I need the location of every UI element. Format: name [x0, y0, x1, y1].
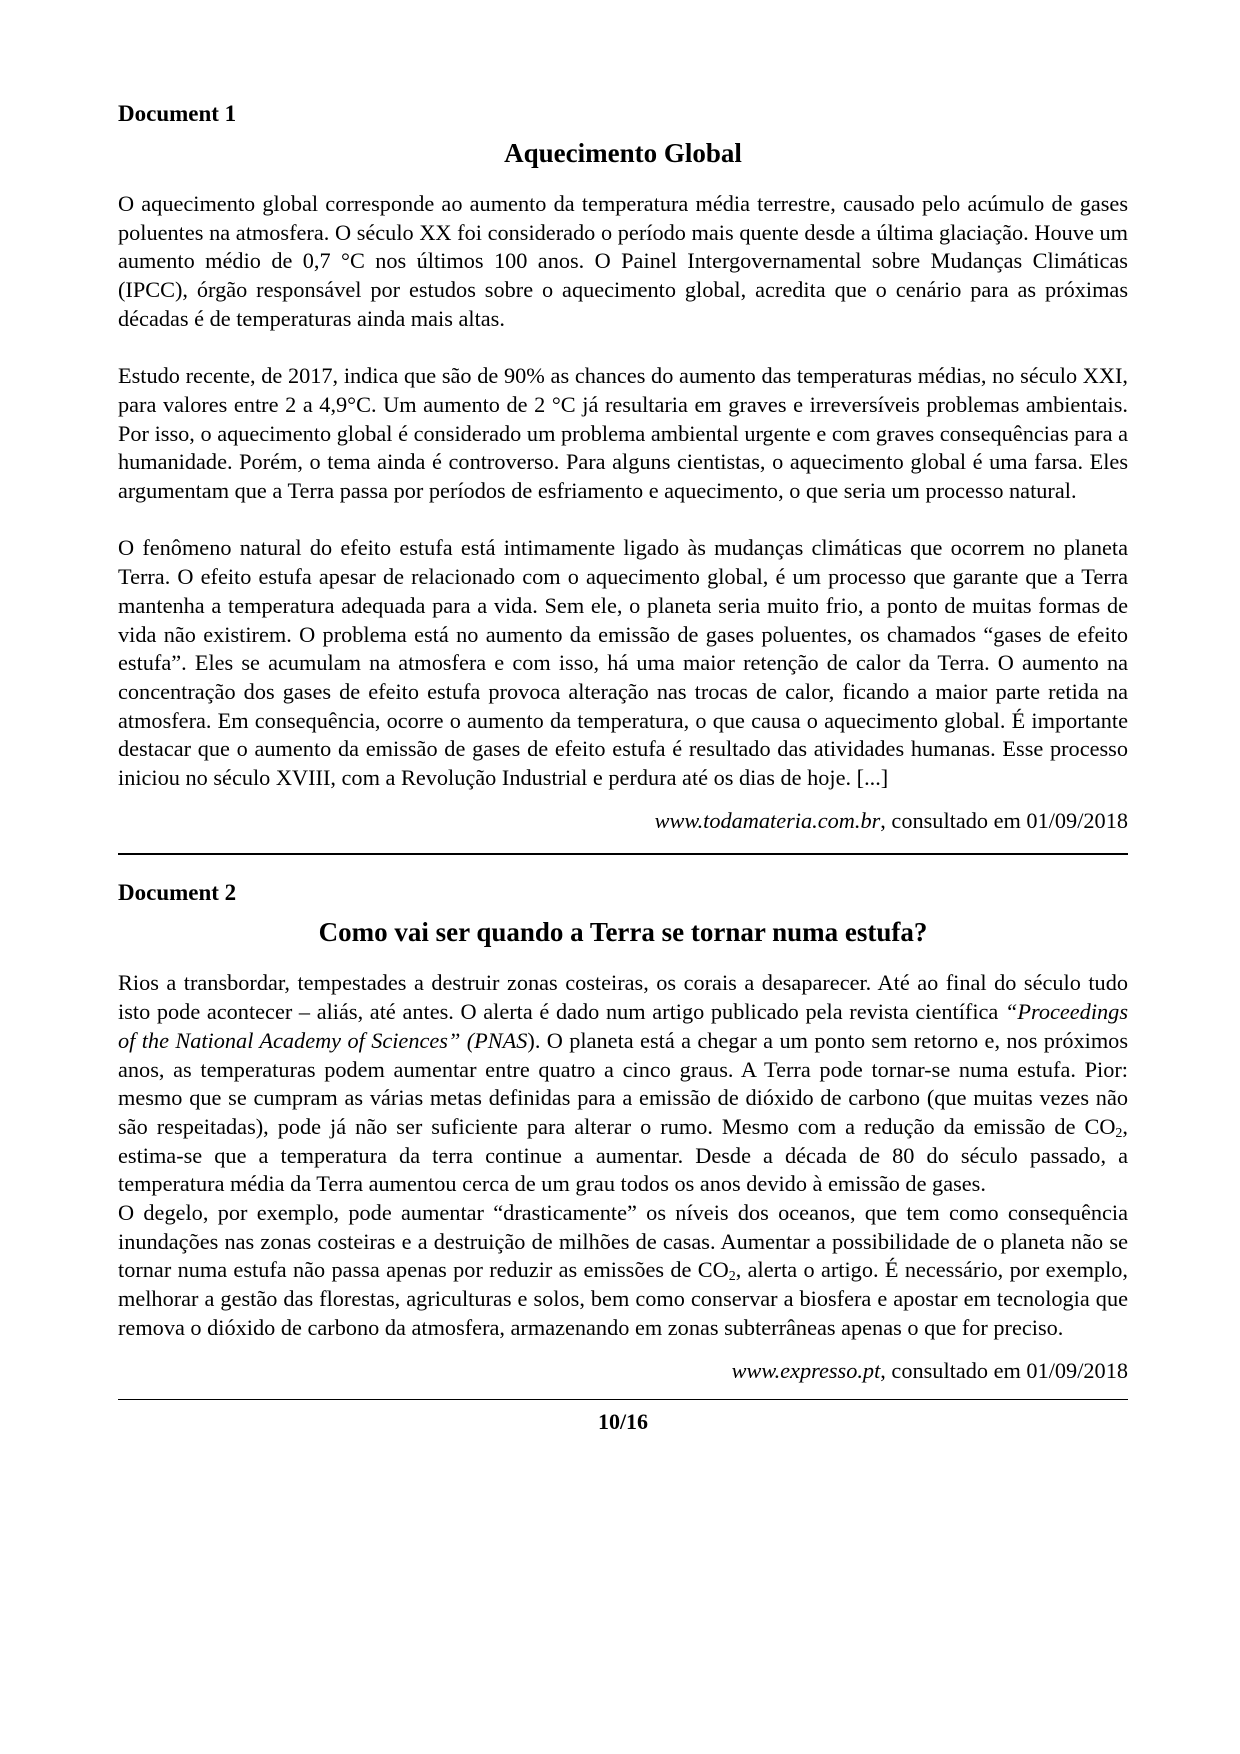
document-2-paragraph-1-part-a: Rios a transbordar, tempestades a destruir zonas costeiras, os corais a desaparecer. Até ao final do século tudo isto pode acontecer – aliás, até antes. O alerta é dado num artigo publicado pela revista científica	[118, 970, 1128, 1025]
document-2-source-url: www.expresso.pt	[731, 1357, 881, 1383]
document-2	[118, 879, 1128, 1385]
document-2-title: Como vai ser quando a Terra se tornar numa estufa?	[318, 917, 928, 948]
document-2-paragraph-2-part-a: O degelo, por exemplo, pode aumentar “drasticamente” os níveis dos oceanos, que tem como consequência inundações nas zonas costeiras e a destruição de milhões de casas. Aumentar a possibilidade de o planeta não se tornar numa estufa não passa apenas por reduzir as emissões de CO	[118, 1200, 1128, 1283]
section-divider	[118, 853, 1128, 855]
document-2-paragraph-2-part-b: , alerta o artigo. É necessário, por exemplo, melhorar a gestão das florestas, agriculturas e solos, bem como conservar a biosfera e apostar em tecnologia que remova o dióxido de carbono da atmosfera, armazenando em zonas subterrâneas apenas o que for preciso.	[118, 1257, 1128, 1340]
document-2-label: Document 2	[118, 880, 237, 906]
document-1-source-note: , consultado em 01/09/2018	[880, 807, 1128, 833]
co2-subscript: 2	[728, 1269, 736, 1285]
document-2-paragraph-1	[118, 969, 1128, 1199]
footer-divider	[118, 1399, 1128, 1400]
document-2-paragraph-1-part-c: , estima-se que a temperatura da terra continue a aumentar. Desde a década de 80 do século passado, a temperatura média da Terra aumentou cerca de um grau todos os anos devido à emissão de gases.	[118, 1113, 1128, 1197]
document-2-paragraph-1-part-b: ). O planeta está a chegar a um ponto sem retorno e, nos próximos anos, as temperaturas podem aumentar entre quatro a cinco graus. A Terra pode tornar-se numa estufa. Pior: mesmo que se cumpram as várias metas definidas para a emissão de dióxido de carbono (que muitas vezes não são respeitadas), pode já não ser suficiente para alterar o rumo. Mesmo com a redução da emissão de CO	[118, 1027, 1128, 1139]
page-number: 10/16	[597, 1409, 649, 1435]
document-1-source	[118, 807, 1128, 836]
document-1-paragraph-3: O fenômeno natural do efeito estufa está intimamente ligado às mudanças climáticas que ocorrem no planeta Terra. O efeito estufa apesar de relacionado com o aquecimento global, é um processo que garante que a Terra mantenha a temperatura adequada para a vida. Sem ele, o planeta seria muito frio, a ponto de muitas formas de vida não existirem. O problema está no aumento da emissão de gases poluentes, os chamados “gases de efeito estufa”. Eles se acumulam na atmosfera e com isso, há uma maior retenção de calor da Terra. O aumento na concentração dos gases de efeito estufa provoca alteração nas trocas de calor, ficando a maior parte retida na atmosfera. Em consequência, ocorre o aumento da temperatura, o que causa o aquecimento global. É importante destacar que o aumento da emissão de gases de efeito estufa é resultado das atividades humanas. Esse processo iniciou no século XVIII, com a Revolução Industrial e perdura até os dias de hoje. [...]	[118, 535, 1128, 791]
co2-subscript: 2	[1115, 1125, 1123, 1141]
page	[118, 100, 1128, 1436]
document-2-journal-name: “Proceedings of the National Academy of Sciences” (PNAS	[118, 999, 1128, 1053]
document-1-source-url: www.todamateria.com.br	[654, 807, 881, 833]
document-1	[118, 100, 1128, 835]
document-1-title: Aquecimento Global	[504, 138, 742, 168]
document-2-paragraph-2	[118, 1199, 1128, 1343]
document-2-source	[118, 1357, 1128, 1386]
document-1-paragraph-1: O aquecimento global corresponde ao aumento da temperatura média terrestre, causado pelo acúmulo de gases poluentes na atmosfera. O século XX foi considerado o período mais quente desde a última glaciação. Houve um aumento médio de 0,7 °C nos últimos 100 anos. O Painel Intergovernamental sobre Mudanças Climáticas (IPCC), órgão responsável por estudos sobre o aquecimento global, acredita que o cenário para as próximas décadas é de temperaturas ainda mais altas.	[118, 191, 1128, 331]
document-1-paragraph-2: Estudo recente, de 2017, indica que são de 90% as chances do aumento das temperaturas médias, no século XXI, para valores entre 2 a 4,9°C. Um aumento de 2 °C já resultaria em graves e irreversíveis problemas ambientais. Por isso, o aquecimento global é considerado um problema ambiental urgente e com graves consequências para a humanidade. Porém, o tema ainda é controverso. Para alguns cientistas, o aquecimento global é uma farsa. Eles argumentam que a Terra passa por períodos de esfriamento e aquecimento, o que seria um processo natural.	[118, 363, 1128, 504]
document-1-label: Document 1	[118, 101, 237, 126]
document-2-source-note: , consultado em 01/09/2018	[880, 1357, 1128, 1383]
